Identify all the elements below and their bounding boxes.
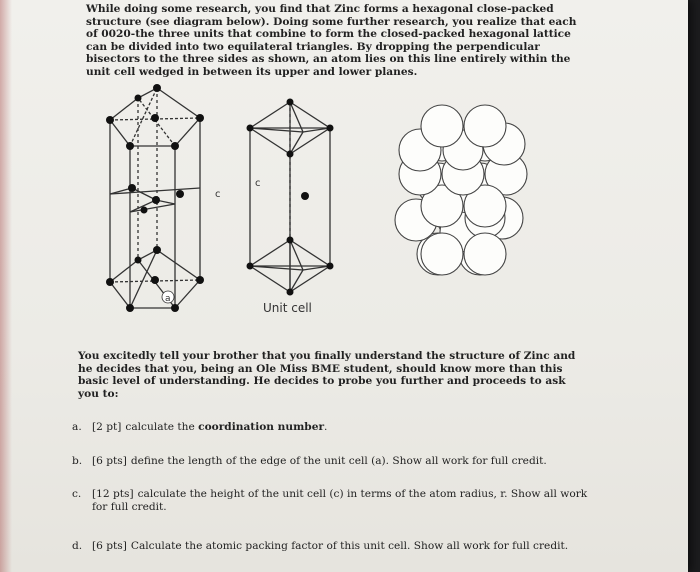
question-text: define the length of the edge of the unit cell (a). Show all work for full credit. [130, 455, 547, 467]
question-label: a. [72, 421, 82, 433]
question-points: [6 pts] [92, 455, 127, 467]
question-label: c. [72, 488, 82, 500]
sphere-packing-drawing [395, 105, 527, 275]
label-c-right: c [255, 178, 261, 189]
question-text: Calculate the atomic packing factor of this unit cell. Show all work for full credit. [130, 540, 569, 552]
question-d [72, 540, 592, 553]
question-c [72, 488, 592, 514]
intro-paragraph: While doing some research, you find that Zinc forms a hexagonal close-packed structure (see diagram below). Doing some further research, you realize that each of 0020-the three units that combine to form the closed-packed hexagonal lattice can be divided into two equilateral triangles. By dropping the perpendicular bisectors to the three sides as shown, an atom lies on this line entirely within the unit cell wedged in between its upper and lower planes. [86, 3, 577, 78]
question-label: b. [72, 455, 83, 467]
question-points: [6 pts] [92, 540, 127, 552]
figure-caption: Unit cell [263, 301, 312, 315]
hcp-structure-figure [100, 84, 570, 330]
question-points: [12 pts] [92, 488, 134, 500]
question-label: d. [72, 540, 83, 552]
context-paragraph: You excitedly tell your brother that you finally understand the structure of Zinc and he decides that you, being an Ole Miss BME student, should know more than this basic level of understanding. He decides to probe you further and proceeds to ask you to: [78, 350, 576, 400]
question-text: calculate the [125, 421, 199, 433]
label-c-left: c [215, 189, 221, 200]
question-b [72, 455, 592, 468]
question-text: calculate the height of the unit cell (c) in terms of the atom radius, r. Show all work [137, 488, 588, 500]
question-a [72, 421, 592, 434]
label-a: a [165, 294, 171, 304]
question-text-continued: for full credit. [92, 501, 167, 513]
unit-cell-drawing [250, 102, 330, 292]
question-text-bold: coordination number [198, 421, 325, 433]
question-text-end: . [324, 421, 328, 433]
question-points: [2 pt] [92, 421, 122, 433]
